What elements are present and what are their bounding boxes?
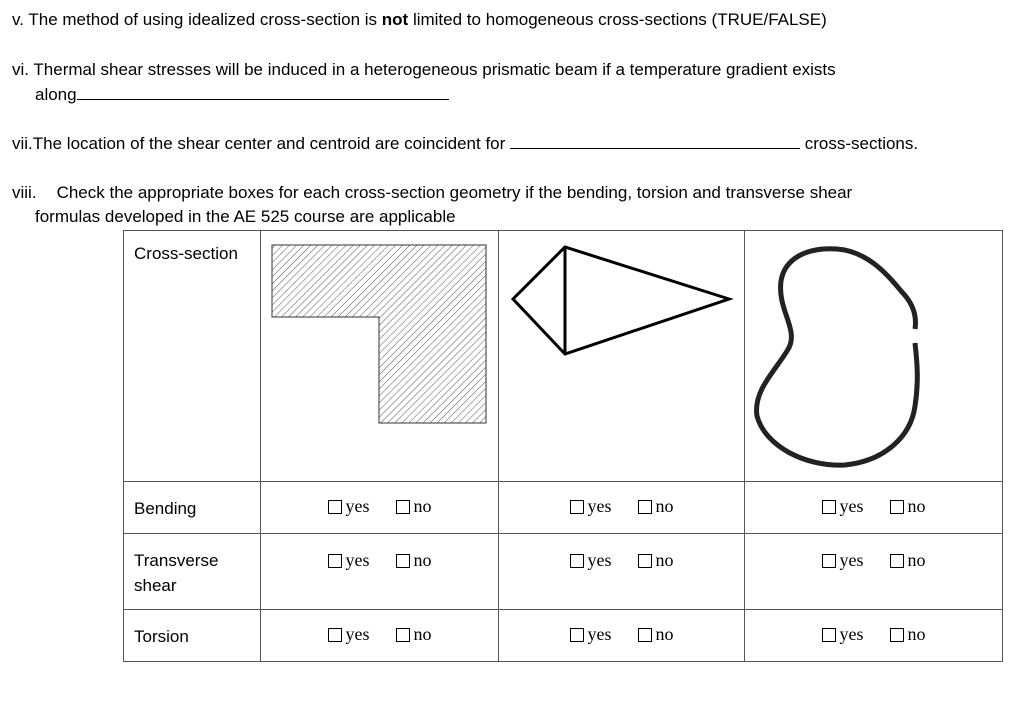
question-vii-prefix: vii.The location of the shear center and centroid are coincident for <box>12 134 511 153</box>
bending-bean-no[interactable] <box>890 496 926 517</box>
checkbox-icon[interactable] <box>328 500 342 514</box>
question-vi-line1: vi. Thermal shear stresses will be induced in a heterogeneous prismatic beam if a temperature gradient exists <box>12 60 836 79</box>
no-label: no <box>413 496 432 517</box>
checkbox-icon[interactable] <box>570 500 584 514</box>
row-label-torsion: Torsion <box>124 610 261 662</box>
yes-label: yes <box>839 496 864 517</box>
question-v <box>12 10 827 30</box>
shear-bean-yes[interactable] <box>822 550 864 571</box>
l-shape-cell <box>261 231 499 482</box>
question-viii-line2: formulas developed in the AE 525 course are applicable <box>35 207 456 226</box>
question-vi-line2 <box>35 85 449 105</box>
row-label-bending: Bending <box>124 482 261 534</box>
checkbox-icon[interactable] <box>890 628 904 642</box>
torsion-l-shape-yes[interactable] <box>328 624 370 645</box>
shear-bean-no[interactable] <box>890 550 926 571</box>
checkbox-icon[interactable] <box>570 554 584 568</box>
yes-label: yes <box>839 550 864 570</box>
question-vii <box>12 134 918 154</box>
triangle-section-icon <box>499 231 744 481</box>
bending-l-shape-yes[interactable] <box>328 496 370 517</box>
question-viii-text: Check the appropriate boxes for each cross-section geometry if the bending, torsion and transverse shear <box>56 183 853 202</box>
torsion-bean-yes[interactable] <box>822 624 864 645</box>
header-cross-section: Cross-section <box>124 231 261 482</box>
row-label-transverse: Transverse <box>134 551 219 570</box>
torsion-bean-no[interactable] <box>890 624 926 645</box>
bending-triangle-yes[interactable] <box>570 496 612 517</box>
shear-l-shape-no[interactable] <box>396 550 432 571</box>
checkbox-icon[interactable] <box>822 628 836 642</box>
shear-triangle-no[interactable] <box>638 550 674 571</box>
table-row-bending <box>124 482 1003 534</box>
checkbox-icon[interactable] <box>396 628 410 642</box>
question-v-suffix: limited to homogeneous cross-sections (TRUE/FALSE) <box>408 10 827 29</box>
yes-label: yes <box>587 550 612 570</box>
no-label: no <box>413 624 432 645</box>
triangle-section-cell <box>499 231 745 482</box>
shear-l-shape-options <box>261 534 499 610</box>
checkbox-icon[interactable] <box>328 554 342 568</box>
checkbox-icon[interactable] <box>890 500 904 514</box>
table-row-cross-section <box>124 231 1003 482</box>
row-label-transverse-shear <box>124 534 261 610</box>
torsion-triangle-no[interactable] <box>638 624 674 645</box>
answer-blank-vii[interactable] <box>510 134 800 149</box>
checkbox-icon[interactable] <box>638 628 652 642</box>
no-label: no <box>413 550 432 570</box>
question-viii-number: viii. <box>12 183 37 202</box>
table-row-transverse-shear <box>124 534 1003 610</box>
no-label: no <box>907 496 926 517</box>
shear-l-shape-yes[interactable] <box>328 550 370 571</box>
yes-label: yes <box>345 550 370 570</box>
bending-bean-yes[interactable] <box>822 496 864 517</box>
no-label: no <box>907 624 926 645</box>
shear-triangle-yes[interactable] <box>570 550 612 571</box>
row-label-shear: shear <box>134 576 177 595</box>
torsion-l-shape-no[interactable] <box>396 624 432 645</box>
checkbox-icon[interactable] <box>638 500 652 514</box>
bean-section-cell <box>745 231 1003 482</box>
checkbox-icon[interactable] <box>328 628 342 642</box>
checkbox-icon[interactable] <box>396 554 410 568</box>
yes-label: yes <box>345 496 370 517</box>
checkbox-icon[interactable] <box>396 500 410 514</box>
bending-triangle-no[interactable] <box>638 496 674 517</box>
question-vi-along: along <box>35 85 77 104</box>
torsion-triangle-options <box>499 610 745 662</box>
cross-section-table <box>123 230 1003 662</box>
torsion-l-shape-options <box>261 610 499 662</box>
answer-blank-vi[interactable] <box>77 85 449 100</box>
checkbox-icon[interactable] <box>638 554 652 568</box>
yes-label: yes <box>345 624 370 645</box>
bean-open-section-icon <box>745 231 1002 481</box>
bending-l-shape-options <box>261 482 499 534</box>
no-label: no <box>655 624 674 645</box>
table-row-torsion <box>124 610 1003 662</box>
torsion-bean-options <box>745 610 1003 662</box>
checkbox-icon[interactable] <box>822 500 836 514</box>
yes-label: yes <box>587 624 612 645</box>
l-shape-section-icon <box>261 231 498 481</box>
checkbox-icon[interactable] <box>570 628 584 642</box>
question-vii-suffix: cross-sections. <box>800 134 919 153</box>
shear-triangle-options <box>499 534 745 610</box>
bending-bean-options <box>745 482 1003 534</box>
shear-bean-options <box>745 534 1003 610</box>
bending-triangle-options <box>499 482 745 534</box>
yes-label: yes <box>587 496 612 517</box>
question-viii-line1 <box>12 183 852 203</box>
checkbox-icon[interactable] <box>890 554 904 568</box>
no-label: no <box>655 550 674 570</box>
question-v-bold: not <box>381 10 409 29</box>
no-label: no <box>907 550 926 570</box>
question-v-prefix: v. The method of using idealized cross-section is <box>12 10 382 29</box>
no-label: no <box>655 496 674 517</box>
checkbox-icon[interactable] <box>822 554 836 568</box>
yes-label: yes <box>839 624 864 645</box>
torsion-triangle-yes[interactable] <box>570 624 612 645</box>
bending-l-shape-no[interactable] <box>396 496 432 517</box>
